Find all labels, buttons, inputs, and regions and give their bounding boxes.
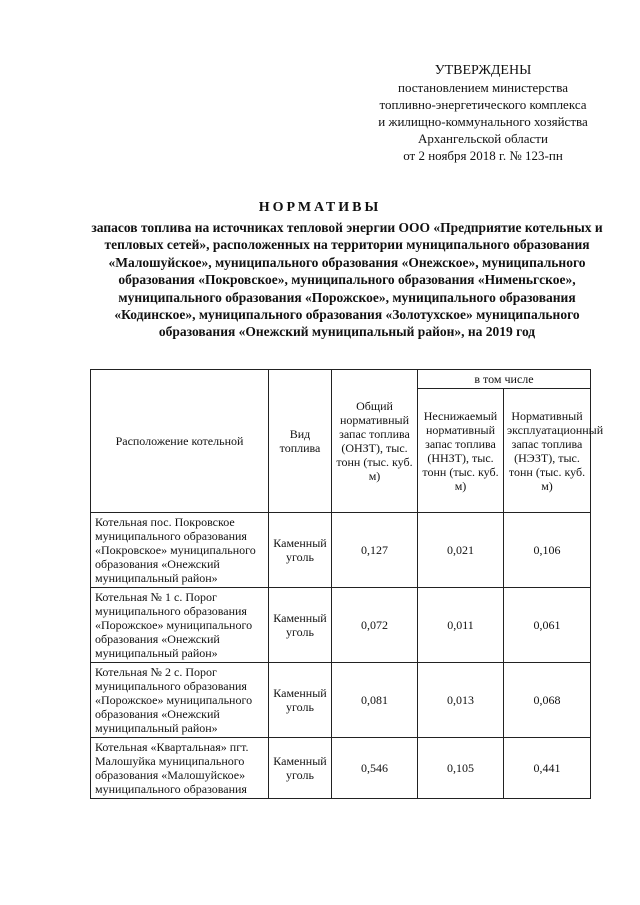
cell-onzt: 0,072 — [332, 588, 418, 663]
table-row — [91, 663, 591, 738]
cell-nezt: 0,068 — [504, 663, 591, 738]
cell-location: Котельная пос. Покровское муниципального образования «Покровское» муниципального образования «Онежский муниципальный район» — [91, 513, 269, 588]
cell-nnzt: 0,021 — [418, 513, 504, 588]
cell-nezt: 0,441 — [504, 738, 591, 799]
header-location: Расположение котельной — [91, 370, 269, 513]
cell-location: Котельная «Квартальная» пгт. Малошуйка муниципального образования «Малошуйское» муниципального образования — [91, 738, 269, 799]
approval-line: от 2 ноября 2018 г. № 123-пн — [403, 148, 563, 163]
approval-line: и жилищно-коммунального хозяйства — [378, 114, 588, 129]
header-fuel-type: Вид топлива — [269, 370, 332, 513]
header-nezt: Нормативный эксплуатационный запас топлива (НЭЗТ), тыс. тонн (тыс. куб. м) — [504, 389, 591, 513]
table-row — [91, 738, 591, 799]
table-row — [91, 513, 591, 588]
cell-nnzt: 0,105 — [418, 738, 504, 799]
approval-title: УТВЕРЖДЕНЫ — [434, 63, 532, 78]
norms-table — [90, 369, 604, 799]
cell-location: Котельная № 1 с. Порог муниципального образования «Порожское» муниципального образования «Онежский муниципальный район» — [91, 588, 269, 663]
approval-line: Архангельской области — [418, 131, 548, 146]
approval-line: топливно-энергетического комплекса — [379, 97, 587, 112]
header-including: в том числе — [418, 370, 591, 389]
cell-location: Котельная № 2 с. Порог муниципального образования «Порожское» муниципального образования «Онежский муниципальный район» — [91, 663, 269, 738]
cell-fuel-type: Каменный уголь — [269, 663, 332, 738]
table-row — [91, 588, 591, 663]
cell-nnzt: 0,013 — [418, 663, 504, 738]
cell-fuel-type: Каменный уголь — [269, 513, 332, 588]
document-subtitle: запасов топлива на источниках тепловой энергии ООО «Предприятие котельных и тепловых сетей», расположенных на территории муниципального образования «Малошуйское», муниципального образования «Онежское», муниципального образования «Покровское», муниципального образования «Нименьгское», муниципального образования «Порожское», муниципального образования «Кодинское», муниципального образования «Золотухское» муниципального образования «Онежский муниципальный район», на 2019 год — [91, 220, 603, 340]
cell-fuel-type: Каменный уголь — [269, 738, 332, 799]
approval-block — [352, 62, 614, 164]
cell-onzt: 0,546 — [332, 738, 418, 799]
cell-nezt: 0,106 — [504, 513, 591, 588]
header-onzt: Общий нормативный запас топлива (ОНЗТ), тыс. тонн (тыс. куб. м) — [332, 370, 418, 513]
document-title: НОРМАТИВЫ — [258, 200, 382, 215]
header-nnzt: Неснижаемый нормативный запас топлива (ННЗТ), тыс. тонн (тыс. куб. м) — [418, 389, 504, 513]
cell-onzt: 0,127 — [332, 513, 418, 588]
approval-line: постановлением министерства — [397, 80, 568, 95]
cell-nezt: 0,061 — [504, 588, 591, 663]
cell-onzt: 0,081 — [332, 663, 418, 738]
cell-nnzt: 0,011 — [418, 588, 504, 663]
cell-fuel-type: Каменный уголь — [269, 588, 332, 663]
